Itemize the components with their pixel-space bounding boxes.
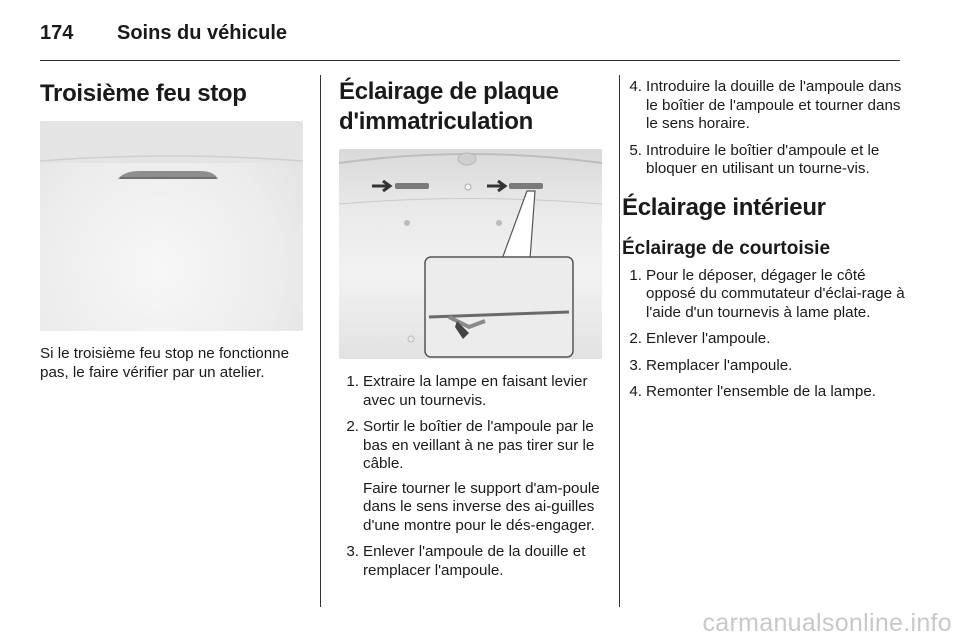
list-item: 2. Enlever l'ampoule. bbox=[629, 330, 771, 347]
header-divider bbox=[40, 60, 900, 61]
third-brake-light-photo bbox=[40, 121, 303, 331]
column-license-plate-light bbox=[339, 75, 603, 588]
plate-light-steps-continued bbox=[622, 78, 907, 179]
page-number: 174 bbox=[40, 22, 74, 44]
section-title-third-brake-light: Troisième feu stop bbox=[40, 80, 247, 107]
courtesy-light-steps bbox=[622, 267, 907, 402]
brake-light-illustration bbox=[40, 121, 303, 331]
watermark: carmanualsonline.info bbox=[702, 609, 952, 637]
list-item: 2. Sortir le boîtier de l'ampoule par le bas en veillant à ne pas tirer sur le câble. Faire tourner le support d'am-poule dans le sens inverse des ai-guilles d'une montre pour le dés-engager. bbox=[346, 418, 600, 534]
license-plate-light-photo bbox=[339, 149, 602, 359]
section-title-plate-light-line1: Éclairage de plaque bbox=[339, 78, 559, 105]
column-divider-1 bbox=[320, 75, 321, 607]
list-item: 1. Extraire la lampe en faisant levier avec un tournevis. bbox=[346, 373, 588, 409]
page-header bbox=[40, 18, 900, 58]
list-item: 3. Enlever l'ampoule de la douille et remplacer l'ampoule. bbox=[346, 543, 586, 579]
plate-light-steps bbox=[339, 373, 603, 580]
section-title-interior-light: Éclairage intérieur bbox=[622, 193, 826, 221]
chapter-title: Soins du véhicule bbox=[117, 22, 288, 44]
list-item: 4. Remonter l'ensemble de la lampe. bbox=[629, 383, 876, 400]
list-item: 3. Remplacer l'ampoule. bbox=[629, 356, 793, 374]
column-interior-light bbox=[622, 75, 907, 410]
third-brake-light-text: Si le troisième feu stop ne fonctionne pas, le faire vérifier par un atelier. bbox=[40, 345, 290, 381]
list-item: 4. Introduire la douille de l'ampoule dans le boîtier de l'ampoule et tourner dans le sens horaire. bbox=[629, 78, 902, 132]
plate-light-illustration bbox=[339, 149, 602, 359]
column-divider-2 bbox=[619, 75, 620, 607]
list-item: 1. Pour le déposer, dégager le côté opposé du commutateur d'éclai-rage à l'aide d'un tournevis à lame plate. bbox=[629, 266, 905, 321]
list-item: 5. Introduire le boîtier d'ampoule et le bloquer en utilisant un tourne-vis. bbox=[629, 141, 880, 177]
subsection-title-courtesy-light: Éclairage de courtoisie bbox=[622, 237, 831, 259]
section-title-plate-light-line2: d'immatriculation bbox=[339, 108, 533, 135]
column-third-brake-light bbox=[40, 75, 305, 382]
